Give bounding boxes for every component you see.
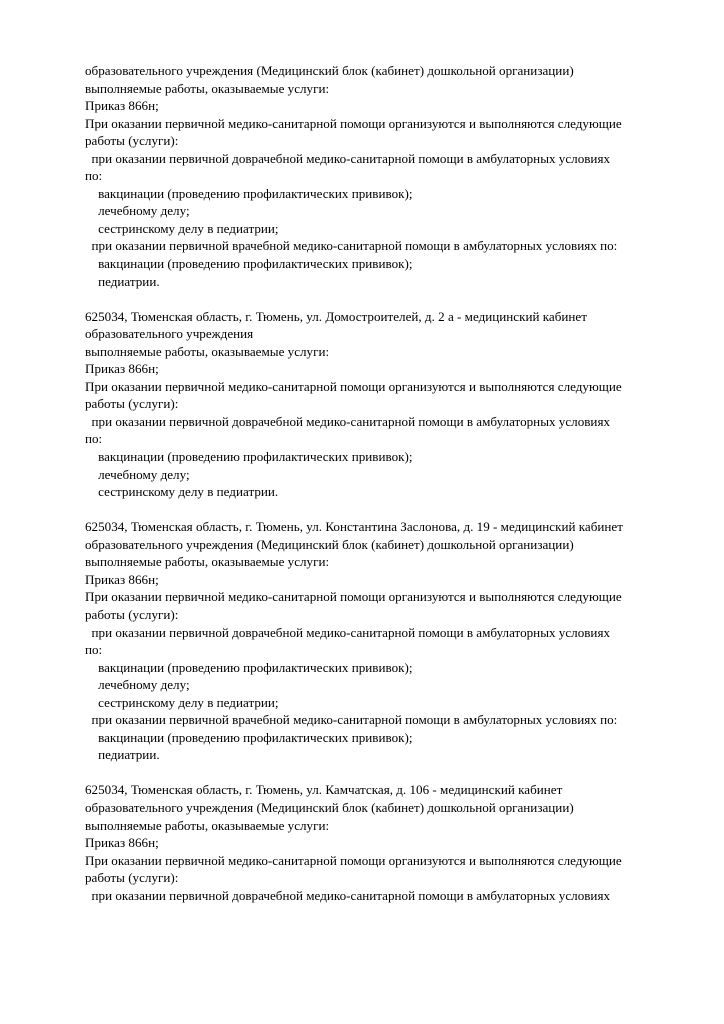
document-line: 625034, Тюменская область, г. Тюмень, ул. Домостроителей, д. 2 а - медицинский кабинет	[85, 308, 587, 324]
document-line: При оказании первичной медико-санитарной помощи организуются и выполняются следующие	[85, 852, 622, 868]
document-line: работы (услуги):	[85, 870, 179, 886]
document-line: выполняемые работы, оказываемые услуги:	[85, 817, 330, 833]
document-line: по:	[85, 168, 103, 184]
document-line: при оказании первичной доврачебной медико-санитарной помощи в амбулаторных условиях	[85, 413, 611, 429]
document-line: при оказании первичной доврачебной медико-санитарной помощи в амбулаторных условиях	[85, 150, 611, 166]
document-line: Приказ 866н;	[85, 361, 159, 377]
document-line: лечебному делу;	[85, 466, 190, 482]
document-line: вакцинации (проведению профилактических прививок);	[85, 256, 413, 272]
document-line: вакцинации (проведению профилактических прививок);	[85, 659, 413, 675]
document-line: вакцинации (проведению профилактических прививок);	[85, 185, 413, 201]
document-line: по:	[85, 642, 103, 658]
document-line: 625034, Тюменская область, г. Тюмень, ул. Константина Заслонова, д. 19 - медицинский кабинет	[85, 519, 623, 535]
document-line: сестринскому делу в педиатрии;	[85, 220, 279, 236]
document-line: При оказании первичной медико-санитарной помощи организуются и выполняются следующие	[85, 589, 622, 605]
document-line: педиатрии.	[85, 273, 160, 289]
document-line: образовательного учреждения	[85, 326, 254, 342]
document-line: образовательного учреждения (Медицинский блок (кабинет) дошкольной организации)	[85, 536, 574, 552]
document-line: педиатрии.	[85, 747, 160, 763]
document-line: вакцинации (проведению профилактических прививок);	[85, 449, 413, 465]
paragraph-gap	[85, 290, 705, 308]
document-line: Приказ 866н;	[85, 835, 159, 851]
document-body-text	[85, 62, 705, 904]
document-line: выполняемые работы, оказываемые услуги:	[85, 554, 330, 570]
document-line: сестринскому делу в педиатрии.	[85, 484, 279, 500]
document-line: вакцинации (проведению профилактических прививок);	[85, 729, 413, 745]
document-line: работы (услуги):	[85, 396, 179, 412]
document-line: Приказ 866н;	[85, 98, 159, 114]
document-line: работы (услуги):	[85, 606, 179, 622]
document-line: выполняемые работы, оказываемые услуги:	[85, 343, 330, 359]
document-line: сестринскому делу в педиатрии;	[85, 694, 279, 710]
document-line: работы (услуги):	[85, 133, 179, 149]
paragraph-gap	[85, 764, 705, 782]
document-line: лечебному делу;	[85, 203, 190, 219]
document-line: При оказании первичной медико-санитарной помощи организуются и выполняются следующие	[85, 378, 622, 394]
document-line: 625034, Тюменская область, г. Тюмень, ул. Камчатская, д. 106 - медицинский кабинет	[85, 782, 563, 798]
document-line: при оказании первичной доврачебной медико-санитарной помощи в амбулаторных условиях	[85, 624, 611, 640]
document-line: по:	[85, 431, 103, 447]
document-line: Приказ 866н;	[85, 571, 159, 587]
document-line: при оказании первичной доврачебной медико-санитарной помощи в амбулаторных условиях	[85, 887, 611, 903]
document-line: При оказании первичной медико-санитарной помощи организуются и выполняются следующие	[85, 115, 622, 131]
document-line: при оказании первичной врачебной медико-санитарной помощи в амбулаторных условиях по:	[85, 712, 618, 728]
document-line: при оказании первичной врачебной медико-санитарной помощи в амбулаторных условиях по:	[85, 238, 618, 254]
document-line: выполняемые работы, оказываемые услуги:	[85, 80, 330, 96]
document-line: образовательного учреждения (Медицинский блок (кабинет) дошкольной организации)	[85, 63, 574, 78]
document-line: лечебному делу;	[85, 677, 190, 693]
paragraph-gap	[85, 501, 705, 519]
document-line: образовательного учреждения (Медицинский блок (кабинет) дошкольной организации)	[85, 799, 574, 815]
